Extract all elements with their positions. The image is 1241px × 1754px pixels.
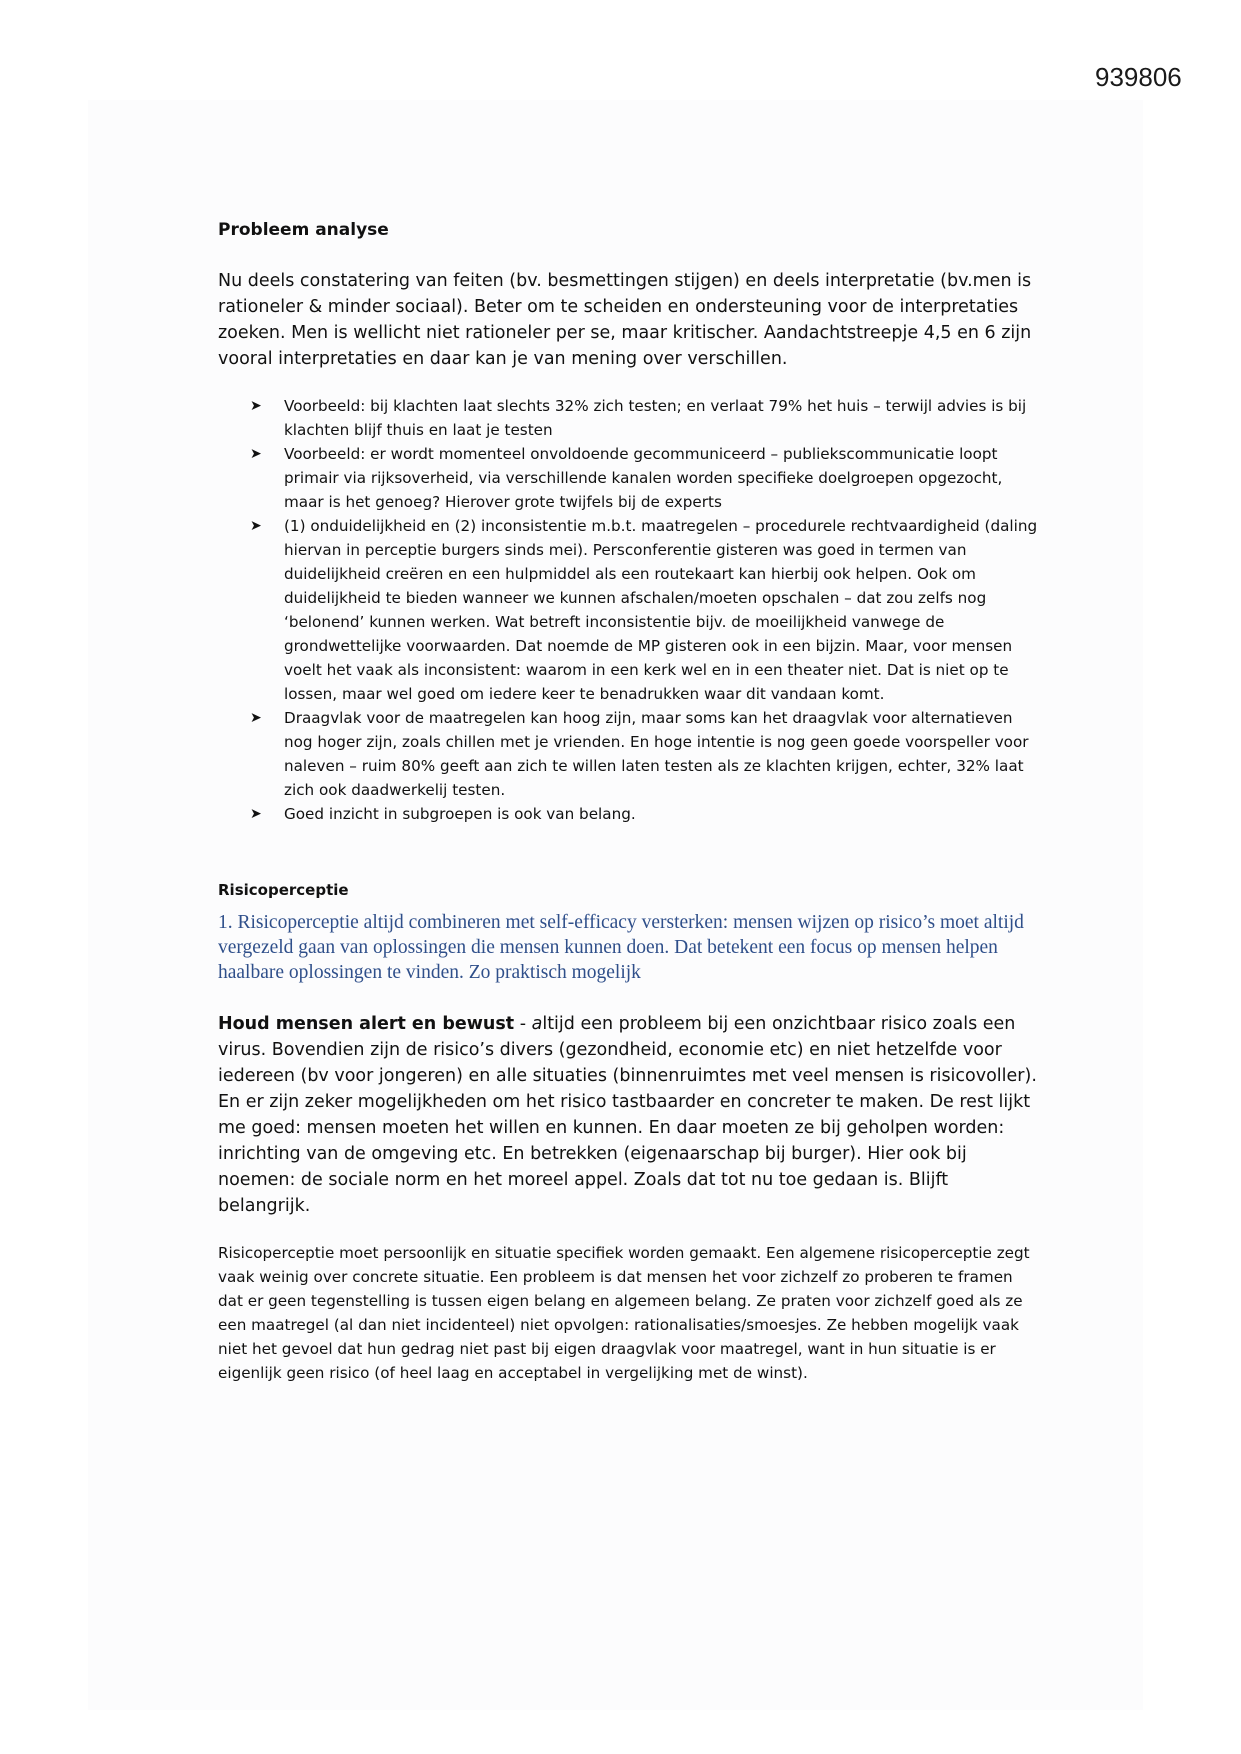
arrowhead-bullet-icon: ➤ [250, 446, 262, 462]
bullet-list [250, 394, 1038, 826]
heading-risicoperceptie: Risicoperceptie [218, 881, 349, 899]
arrowhead-bullet-icon: ➤ [250, 806, 262, 822]
alert-lead-dash: - [514, 1014, 532, 1034]
list-item [250, 706, 1038, 802]
list-item-text: (1) onduidelijkheid en (2) inconsistentie m.b.t. maatregelen – procedurele rechtvaardigheid (daling hiervan in perceptie burgers sinds mei). Persconferentie gisteren was goed in termen van duidelijkheid creëren en een hulpmiddel als een routekaart kan hierbij ook helpen. Ook om duidelijkheid te bieden wanneer we kunnen afschalen/moeten opschalen – dat zou zelfs nog ‘belonend’ kunnen werken. Wat betreft inconsistentie bijv. de moeilijkheid vanwege de grondwettelijke voorwaarden. Dat noemde de MP gisteren ook in een bijzin. Maar, voor mensen voelt het vaak als inconsistent: waarom in een kerk wel en in een theater niet. Dat is niet op te lossen, maar wel goed om iedere keer te benadrukken waar dit vandaan komt. [284, 517, 1038, 703]
list-item [250, 514, 1038, 706]
list-item [250, 802, 1038, 826]
list-item-text: Draagvlak voor de maatregelen kan hoog zijn, maar soms kan het draagvlak voor alternatieven nog hoger zijn, zoals chillen met je vrienden. En hoge intentie is nog geen goede voorspeller voor naleven – ruim 80% geeft aan zich te willen laten testen als ze klachten krijgen, echter, 32% laat zich ook daadwerkelij testen. [284, 709, 1029, 799]
list-item-text: Voorbeeld: bij klachten laat slechts 32% zich testen; en verlaat 79% het huis – terwijl advies is bij klachten blijf thuis en laat je testen [284, 397, 1027, 439]
arrowhead-bullet-icon: ➤ [250, 518, 262, 534]
list-item [250, 442, 1038, 514]
document-number: 939806 [1095, 62, 1182, 92]
alert-paragraph [218, 1011, 1038, 1219]
alert-lead-italic: a [531, 1014, 543, 1034]
document-body [218, 218, 1038, 1385]
arrowhead-bullet-icon: ➤ [250, 710, 262, 726]
reviewer-comment: 1. Risicoperceptie altijd combineren met self-efficacy versterken: mensen wijzen op risico’s moet altijd vergezeld gaan van oplossingen die mensen kunnen doen. Dat betekent een focus op mensen helpen haalbare oplossingen te vinden. Zo praktisch mogelijk [218, 912, 1024, 983]
heading-probleem-analyse: Probleem analyse [218, 220, 389, 240]
alert-lead-bold: Houd mensen alert en bewust [218, 1014, 515, 1034]
intro-paragraph: Nu deels constatering van feiten (bv. besmettingen stijgen) en deels interpretatie (bv.men is rationeler & minder sociaal). Beter om te scheiden en ondersteuning voor de interpretaties zoeken. Men is wellicht niet rationeler per se, maar kritischer. Aandachtstreepje 4,5 en 6 zijn vooral interpretaties en daar kan je van mening over verschillen. [218, 271, 1032, 369]
closing-paragraph: Risicoperceptie moet persoonlijk en situatie specifiek worden gemaakt. Een algemene risicoperceptie zegt vaak weinig over concrete situatie. Een probleem is dat mensen het voor zichzelf zo proberen te framen dat er geen tegenstelling is tussen eigen belang en algemeen belang. Ze praten voor zichzelf goed als ze een maatregel (al dan niet incidenteel) niet opvolgen: rationalisaties/smoesjes. Ze hebben mogelijk vaak niet het gevoel dat hun gedrag niet past bij eigen draagvlak voor maatregel, want in hun situatie is er eigenlijk geen risico (of heel laag en acceptabel in vergelijking met de winst). [218, 1244, 1030, 1382]
arrowhead-bullet-icon: ➤ [250, 398, 262, 414]
list-item-text: Goed inzicht in subgroepen is ook van belang. [284, 805, 636, 823]
list-item [250, 394, 1038, 442]
list-item-text: Voorbeeld: er wordt momenteel onvoldoende gecommuniceerd – publiekscommunicatie loopt primair via rijksoverheid, via verschillende kanalen worden specifieke doelgroepen opgezocht, maar is het genoeg? Hierover grote twijfels bij de experts [284, 445, 1003, 511]
alert-lead-rest: ltijd een probleem bij een onzichtbaar risico zoals een virus. Bovendien zijn de risico’s divers (gezondheid, economie etc) en niet hetzelfde voor iedereen (bv voor jongeren) en alle situaties (binnenruimtes met veel mensen is risicovoller). En er zijn zeker mogelijkheden om het risico tastbaarder en concreter te maken. De rest lijkt me goed: mensen moeten het willen en kunnen. En daar moeten ze bij geholpen worden: inrichting van de omgeving etc. En betrekken (eigenaarschap bij burger). Hier ook bij noemen: de sociale norm en het moreel appel. Zoals dat tot nu toe gedaan is. Blijft belangrijk. [218, 1014, 1037, 1216]
